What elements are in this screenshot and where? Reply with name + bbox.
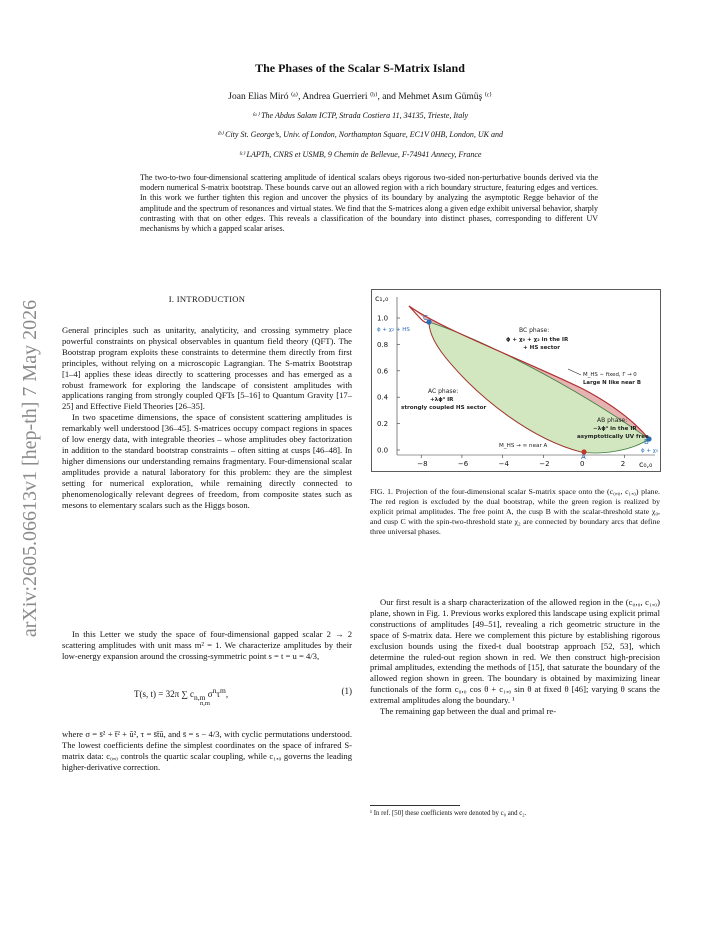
section-heading: I. INTRODUCTION	[168, 294, 246, 304]
x-tick-label: 2	[620, 460, 626, 468]
bc-phase-line1: ϕ + χ₀ + χ₂ in the IR	[506, 337, 569, 343]
footnote: ¹ In ref. [50] these coefficients were denoted by c₀ and c₂.	[370, 810, 527, 817]
x-tick-label: −4	[498, 460, 509, 468]
x-tick-label: −6	[457, 460, 469, 468]
point-b-label: B	[644, 438, 649, 446]
bc-phase-title: BC phase:	[519, 327, 550, 334]
ac-phase-title: AC phase:	[428, 388, 459, 395]
equation-sum-index: n,m	[200, 700, 210, 707]
paragraph: In this Letter we study the space of four-dimensional gapped scalar 2 → 2 scattering amplitudes with unit mass m² = 1. We characterize amplitudes by their low-energy expansion around the crossing-symmetric point s = t = u = 4/3,	[62, 629, 352, 661]
x-tick-label: −8	[417, 460, 428, 468]
left-column-mid	[62, 629, 352, 662]
left-column-top	[62, 325, 352, 510]
y-axis-label: c₁,₀	[375, 294, 389, 303]
affiliation-b: ⁽ᵇ⁾ City St. George’s, Univ. of London, Northampton Square, EC1V 0HB, London, UK and	[217, 130, 503, 139]
ab-phase-title: AB phase:	[597, 417, 628, 424]
y-tick-label: 0.6	[377, 367, 389, 376]
point-c-side-label: ϕ + χ₂ + HS	[377, 327, 410, 333]
ac-phase-line2: strongly coupled HS sector	[401, 405, 487, 411]
abstract: The two-to-two four-dimensional scattering amplitude of identical scalars obeys rigorous two-sided non-perturbative bounds derived via the modern numerical S-matrix bootstrap. These bounds carve out an allowed region with a rich boundary structure, featuring edges and vertices. In this work we further tighten this region and uncover the physics of its boundary by analyzing the asymptotic Regge behavior of the amplitude and the spectrum of resonances and virtual states. We find that the S-matrices along a given edge exhibit universal behavior, sharply contrasting with that on other edges. This reveals a classification of the boundary into distinct phases, corresponding to different UV mechanisms by which a gapped scalar arises.	[140, 173, 598, 234]
x-tick-label: 0	[580, 460, 585, 468]
ab-phase-line1: −λϕ⁴ in the IR	[593, 426, 637, 432]
paragraph: General principles such as unitarity, analyticity, and crossing symmetry place powerful constraints on physical observables in quantum field theory (QFT). The Bootstrap program exploits these constraints to determine them directly from first principles, without relying on a microscopic Lagrangian. The S-matrix Bootstrap [1–4] applies these ideas directly to scattering processes and has emerged as a robust framework for exploring the landscape of consistent amplitudes with applications ranging from strongly coupled QFTs [5–16] to Quantum Gravity [17–25] and Effective Field Theories [26–35].	[62, 325, 352, 412]
paper-title: The Phases of the Scalar S-Matrix Island	[255, 61, 465, 75]
mhs-fixed-line2: Large N like near B	[583, 380, 641, 386]
author-list: Joan Elias Miró ⁽ᵃ⁾, Andrea Guerrieri ⁽ᵇ⁾, and Mehmet Asım Gümüş ⁽ᶜ⁾	[228, 92, 492, 102]
bc-phase-line2: + HS sector	[523, 345, 561, 351]
y-tick-label: 1.0	[377, 314, 389, 323]
affiliation-a: ⁽ᵃ⁾ The Abdus Salam ICTP, Strada Costiera 11, 34135, Trieste, Italy	[251, 111, 469, 120]
point-c-label: C	[423, 314, 428, 322]
equation-body: T(s, t) = 32π ∑ $c_{n,m}$ $\sigma^n\tau^m$, n,m	[134, 686, 229, 707]
ac-phase-line1: +λϕ⁴ IR	[430, 397, 454, 403]
y-tick-label: 0.4	[377, 393, 389, 402]
right-column	[370, 597, 660, 717]
left-column-bottom	[62, 729, 352, 773]
arxiv-sidebar	[16, 258, 46, 678]
y-tick-label: 0.8	[377, 340, 389, 349]
figure-1	[371, 289, 661, 472]
figure-caption: FIG. 1. Projection of the four-dimensional scalar S-matrix space onto the (c₀,₀, c₁,₀) plane. The red region is excluded by the dual bootstrap, while the green region is realized by explicit primal amplitudes. The free point A, the cusp B with the scalar-threshold state χ₀, and cusp C with the spin-two-threshold state χ₂ are connected by boundary arcs that define three universal phases.	[370, 487, 660, 536]
mhs-fixed-line1: M_HS ∼ fixed, Γ → 0	[583, 372, 637, 378]
x-axis-label: c₀,₀	[639, 460, 653, 469]
mhs-infinity-label: M_HS → ∞ near A	[499, 443, 548, 449]
ab-phase-line2: asymptotically UV free	[577, 434, 649, 440]
equation-1	[62, 684, 352, 710]
phase-diagram	[371, 289, 661, 472]
affiliation-c: ⁽ᶜ⁾ LAPTh, CNRS et USMB, 9 Chemin de Bellevue, F-74941 Annecy, France	[238, 150, 482, 159]
paragraph: where σ = s̄² + t̄² + ū², τ = s̄t̄ū, and s̄ = s − 4/3, with cyclic permutations understood. The lowest coefficients define the simplest coordinates on the space of infrared S-matrix data: c₀,₀ controls the quartic scalar coupling, while c₁,₀ governs the leading higher-derivative correction.	[62, 729, 352, 772]
paragraph: In two spacetime dimensions, the space of consistent scattering amplitudes is remarkably well understood [36–45]. S-matrices occupy compact regions in spaces of low energy data, with integrable theories – whose amplitudes obey factorization in addition to the standard bootstrap constraints – often sitting at cusps [46–48]. In higher dimensions our understanding remains fragmentary. Four-dimensional scalar amplitudes provide a natural laboratory for this problem: they are the simplest setting for numerical exploration, while remaining directly connected to phenomenologically relevant degrees of freedom, from composite states such as mesons to elementary scalars such as the Higgs boson.	[62, 412, 352, 510]
equation-number: (1)	[341, 686, 352, 696]
paragraph: The remaining gap between the dual and primal re-	[380, 706, 557, 717]
point-b-side-label: ϕ + χ₀	[641, 448, 659, 454]
arxiv-id: arXiv:2605.06613v1 [hep-th] 7 May 2026	[19, 299, 42, 637]
paragraph: Our first result is a sharp characterization of the allowed region in the (c₀,₀, c₁,₀) plane, shown in Fig. 1. Previous works explored this landscape using explicit primal constructions of amplitudes [49–51], revealing a rich geometric structure in the space of S-matrix data. Here we complement this picture by establishing rigorous exclusion bounds using the fixed-t dual bootstrap approach [52, 53], which determine the ruled-out region shown in red. We then construct high-precision primal amplitudes, extending the methods of [15], that saturate the boundary of the allowed region shown in green. The boundary is obtained by maximizing linear functionals of the form c₀,₀ cos θ + c₁,₀ sin θ at fixed θ [46]; varying θ scans the extremal amplitudes along the boundary. ¹	[370, 597, 660, 706]
x-tick-label: −2	[539, 460, 550, 468]
y-tick-label: 0.0	[377, 446, 389, 455]
footnote-rule	[370, 805, 460, 806]
point-a-label: A	[581, 453, 586, 461]
y-tick-label: 0.2	[377, 420, 389, 429]
